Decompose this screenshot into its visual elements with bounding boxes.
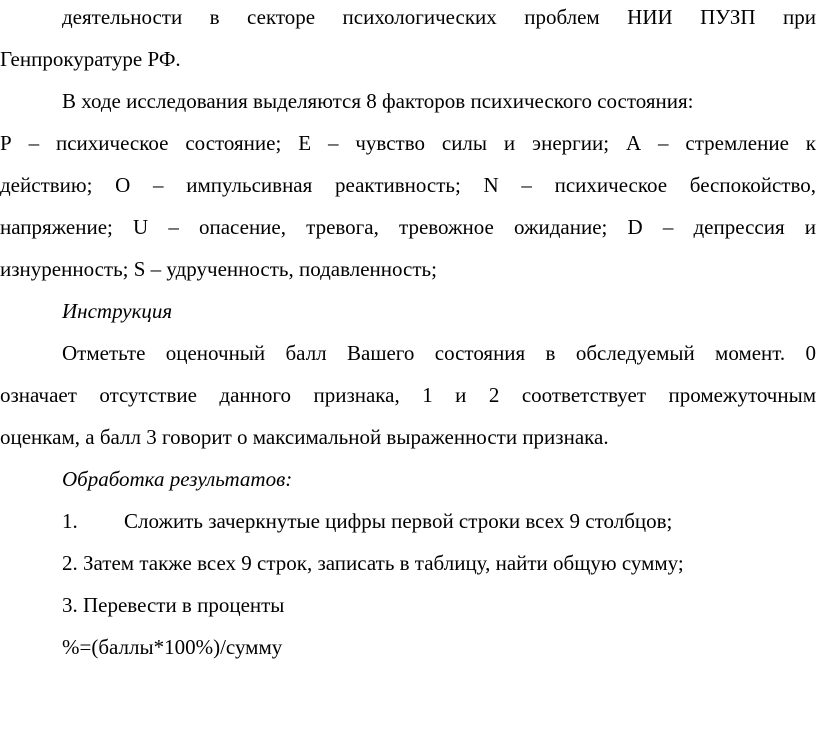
paragraph-line: напряжение; U – опасение, тревога, тревожное ожидание; D – депрессия и [0,215,816,239]
paragraph-line: В ходе исследования выделяются 8 факторов психического состояния: [62,89,694,113]
paragraph-line: означает отсутствие данного признака, 1 и 2 соответствует промежуточным [0,383,816,407]
paragraph-line: деятельности в секторе психологических проблем НИИ ПУЗП при [62,5,816,29]
paragraph-line: Генпрокуратуре РФ. [0,47,181,71]
list-item [0,500,816,542]
paragraph-line: оценкам, а балл 3 говорит о максимальной выраженности признака. [0,425,609,449]
list-item: 3. Перевести в проценты [62,593,285,617]
section-heading-instruction: Инструкция [62,299,173,323]
list-item-text: Сложить зачеркнутые цифры первой строки всех 9 столбцов; [124,509,673,533]
paragraph-line: Отметьте оценочный балл Вашего состояния в обследуемый момент. 0 [62,341,816,365]
formula-line: %=(баллы*100%)/сумму [62,635,283,659]
paragraph-line: Р – психическое состояние; Е – чувство силы и энергии; А – стремление к [0,131,816,155]
list-marker: 1. [62,509,78,533]
section-heading-processing: Обработка результатов: [62,467,293,491]
paragraph-line: действию; О – импульсивная реактивность; N – психическое беспокойство, [0,173,816,197]
list-item: 2. Затем также всех 9 строк, записать в таблицу, найти общую сумму; [62,551,684,575]
paragraph-line: изнуренность; S – удрученность, подавленность; [0,257,437,281]
